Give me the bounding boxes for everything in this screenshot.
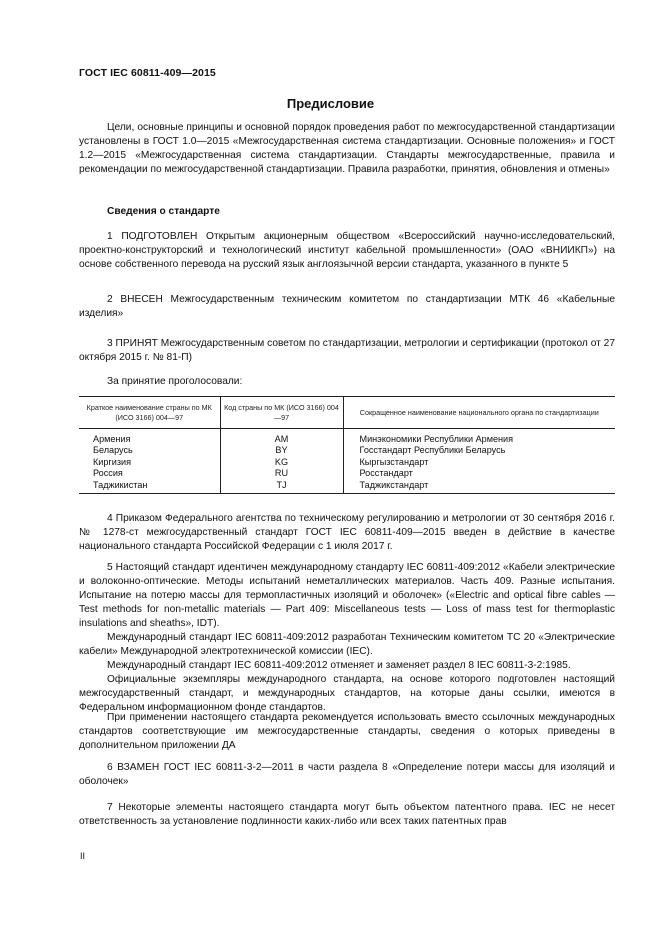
cell-body: Минэкономики Республики Армения [343,429,615,446]
table-row [79,468,615,479]
cell-country: Россия [79,468,220,479]
header-national-body: Сокращенное наименование национального органа по стандартизации [343,397,615,429]
paragraph-5-replaces: Международный стандарт IEC 60811-409:2012 отменяет и заменяет раздел 8 IEC 60811-3-2:1985. [107,660,571,671]
document-header-code: ГОСТ IEC 60811-409—2015 [79,67,216,79]
cell-code: AM [220,429,343,446]
cell-body: Кыргызстандарт [343,457,615,468]
cell-code: BY [220,445,343,456]
cell-body: Росстандарт [343,468,615,479]
table-row [79,429,615,446]
paragraph-5-developed-by: Международный стандарт IEC 60811-409:2012 разработан Техническим комитетом ТС 20 «Электрические кабели» Международной электротехнической комиссии (IEC). [79,632,615,658]
header-country-name: Краткое наименование страны по МК (ИСО 3166) 004—97 [79,397,220,429]
paragraph-5-identical: 5 Настоящий стандарт идентичен международному стандарту IEC 60811-409:2012 «Кабели электрические и волоконно-оптические. Методы испытаний неметаллических материалов. Часть 409. Разные испытания. Испытание на потерю массы для термопластичных изоляций и оболочек» («Electric and optical fibre cables — Test methods for non-metallic materials — Part 409: Miscellaneous tests — Loss of mass test for thermoplastic insulations and sheaths», IDT). [79,562,615,630]
paragraph-1-prepared: 1 ПОДГОТОВЛЕН Открытым акционерным обществом «Всероссийский научно-исследовательский, проектно-конструкторский и технологический институт кабельной промышленности» (ОАО «ВНИИКП») на основе собственного перевода на русский язык англоязычной версии стандарта, указанного в пункте 5 [79,231,615,271]
paragraph-2-submitted: 2 ВНЕСЕН Межгосударственным техническим комитетом по стандартизации МТК 46 «Кабельные изделия» [79,294,615,320]
cell-body: Таджикстандарт [343,480,615,494]
paragraph-6-replaces: 6 ВЗАМЕН ГОСТ IEC 60811-3-2—2011 в части раздела 8 «Определение потери массы для изоляций и оболочек» [79,762,615,788]
paragraph-5-application: При применении настоящего стандарта рекомендуется использовать вместо ссылочных международных стандартов соответствующие им межгосударственные стандарты, сведения о которых приведены в дополнительном приложении ДА [79,712,615,752]
voting-countries-table [79,396,615,494]
paragraph-3-adopted: 3 ПРИНЯТ Межгосударственным советом по стандартизации, метрологии и сертификации (протокол от 27 октября 2015 г. № 81-П) [79,338,615,364]
table-row [79,480,615,494]
table-header-row [79,397,615,429]
cell-code: RU [220,468,343,479]
paragraph-7-patents: 7 Некоторые элементы настоящего стандарта могут быть объектом патентного права. IEC не несет ответственность за установление подлинности каких-либо или всех таких патентных прав [79,802,615,828]
cell-body: Госстандарт Республики Беларусь [343,445,615,456]
voted-label: За принятие проголосовали: [107,376,243,387]
cell-country: Таджикистан [79,480,220,494]
section-heading: Сведения о стандарте [107,206,220,217]
cell-code: KG [220,457,343,468]
header-country-code: Код страны по МК (ИСО 3166) 004—97 [220,397,343,429]
paragraph-5-official-copies: Официальные экземпляры международного стандарта, на основе которого подготовлен настоящий межгосударственный стандарт, и международных стандартов, на которые даны ссылки, имеются в Федеральном информационном фонде стандартов. [79,674,615,714]
page-number: II [80,851,86,861]
table-row [79,457,615,468]
paragraph-4-order: 4 Приказом Федерального агентства по техническому регулированию и метрологии от 30 сентября 2016 г. № 1278-ст межгосударственный стандарт ГОСТ IEC 60811-409—2015 введен в действие в качестве национального стандарта Российской Федерации с 1 июля 2017 г. [79,513,615,553]
cell-country: Армения [79,429,220,446]
cell-code: TJ [220,480,343,494]
cell-country: Беларусь [79,445,220,456]
table-row [79,445,615,456]
cell-country: Киргизия [79,457,220,468]
page-title: Предисловие [286,96,375,111]
intro-paragraph: Цели, основные принципы и основной порядок проведения работ по межгосударственной стандартизации установлены в ГОСТ 1.0—2015 «Межгосударственная система стандартизации. Основные положения» и ГОСТ 1.2—2015 «Межгосударственная система стандартизации. Стандарты межгосударственные, правила и рекомендации по межгосударственной стандартизации. Правила разработки, принятия, обновления и отмены» [79,122,615,176]
